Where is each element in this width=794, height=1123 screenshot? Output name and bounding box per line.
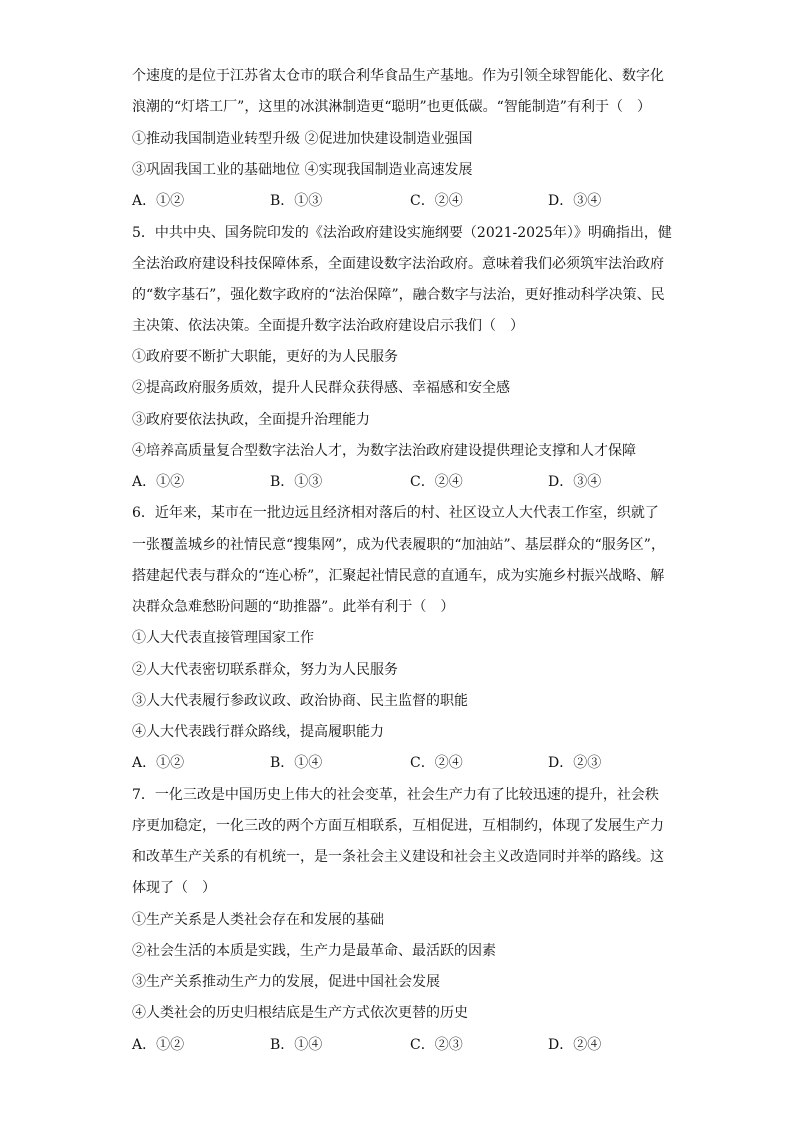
q7-line-1: 7．一化三改是中国历史上伟大的社会变革，社会生产力有了比较迅速的提升，社会秩 — [132, 787, 659, 803]
q6-statement-2: ②人大代表密切联系群众，努力为人民服务 — [132, 662, 398, 678]
q5-statement-4: ④培养高质量复合型数字法治人才，为数字法治政府建设提供理论支撑和人才保障 — [132, 443, 636, 459]
q6-statement-3: ③人大代表履行参政议政、政治协商、民主监督的职能 — [132, 693, 468, 709]
q6-option-c: C．②④ — [410, 755, 463, 771]
q7-option-b: B．①④ — [270, 1037, 323, 1053]
q6-statement-1: ①人大代表直接管理国家工作 — [132, 630, 314, 646]
q4-line-2: 浪潮的“灯塔工厂”，这里的冰淇淋制造更“聪明”也更低碳。“智能制造”有利于（ ） — [132, 99, 651, 115]
q7-statement-2: ②社会生活的本质是实践，生产力是最革命、最活跃的因素 — [132, 943, 496, 959]
q6-line-3: 搭建起代表与群众的“连心桥”，汇聚起社情民意的直通车，成为实施乡村振兴战略、解 — [132, 568, 665, 584]
q4-statements-1: ①推动我国制造业转型升级 ②促进加快建设制造业强国 — [132, 131, 473, 147]
q6-line-1: 6．近年来，某市在一批边远且经济相对落后的村、社区设立人大代表工作室，织就了 — [132, 505, 659, 521]
q5-statement-2: ②提高政府服务质效，提升人民群众获得感、幸福感和安全感 — [132, 380, 510, 396]
q7-option-a: A．①② — [132, 1037, 185, 1053]
q7-option-c: C．②③ — [410, 1037, 463, 1053]
q6-options — [132, 753, 732, 773]
q4-statements-2: ③巩固我国工业的基础地位 ④实现我国制造业高速发展 — [132, 162, 473, 178]
q4-option-c: C．②④ — [410, 193, 463, 209]
q6-option-d: D．②③ — [548, 755, 602, 771]
q5-option-d: D．③④ — [548, 474, 602, 490]
q4-line-1: 个速度的是位于江苏省太仓市的联合利华食品生产基地。作为引领全球智能化、数字化 — [132, 68, 664, 84]
q7-line-2: 序更加稳定，一化三改的两个方面互相联系，互相促进，互相制约，体现了发展生产力 — [132, 818, 664, 834]
q6-option-a: A．①② — [132, 755, 185, 771]
q5-line-1: 5．中共中央、国务院印发的《法治政府建设实施纲要（2021-2025年）》明确指出，健 — [132, 225, 672, 241]
q7-option-d: D．②④ — [548, 1037, 602, 1053]
q7-statement-3: ③生产关系推动生产力的发展，促进中国社会发展 — [132, 974, 440, 990]
q6-line-2: 一张覆盖城乡的社情民意“搜集网”，成为代表履职的“加油站”、基层群众的“服务区”， — [132, 537, 665, 553]
q4-options — [132, 191, 732, 211]
q5-option-c: C．②④ — [410, 474, 463, 490]
q6-line-4: 决群众急难愁盼问题的“助推器”。此举有利于（ ） — [132, 599, 455, 615]
q4-option-d: D．③④ — [548, 193, 602, 209]
q5-option-a: A．①② — [132, 474, 185, 490]
q5-statement-3: ③政府要依法执政，全面提升治理能力 — [132, 412, 370, 428]
q7-statement-4: ④人类社会的历史归根结底是生产方式依次更替的历史 — [132, 1005, 468, 1021]
q4-option-b: B．①③ — [270, 193, 323, 209]
q7-statement-1: ①生产关系是人类社会存在和发展的基础 — [132, 912, 384, 928]
q5-statement-1: ①政府要不断扩大职能，更好的为人民服务 — [132, 349, 398, 365]
q6-option-b: B．①④ — [270, 755, 323, 771]
q5-line-2: 全法治政府建设科技保障体系，全面建设数字法治政府。意味着我们必须筑牢法治政府 — [132, 256, 664, 272]
q5-option-b: B．①③ — [270, 474, 323, 490]
q5-line-4: 主决策、依法决策。全面提升数字法治政府建设启示我们（ ） — [132, 318, 524, 334]
q4-option-a: A．①② — [132, 193, 185, 209]
q7-line-3: 和改革生产关系的有机统一，是一条社会主义建设和社会主义改造同时并举的路线。这 — [132, 849, 664, 865]
q5-line-3: 的“数字基石”，强化数字政府的“法治保障”，融合数字与法治，更好推动科学决策、民 — [132, 287, 665, 303]
q7-options — [132, 1035, 732, 1055]
q5-options — [132, 472, 732, 492]
q6-statement-4: ④人大代表践行群众路线，提高履职能力 — [132, 724, 384, 740]
q7-line-4: 体现了（ ） — [132, 880, 216, 896]
